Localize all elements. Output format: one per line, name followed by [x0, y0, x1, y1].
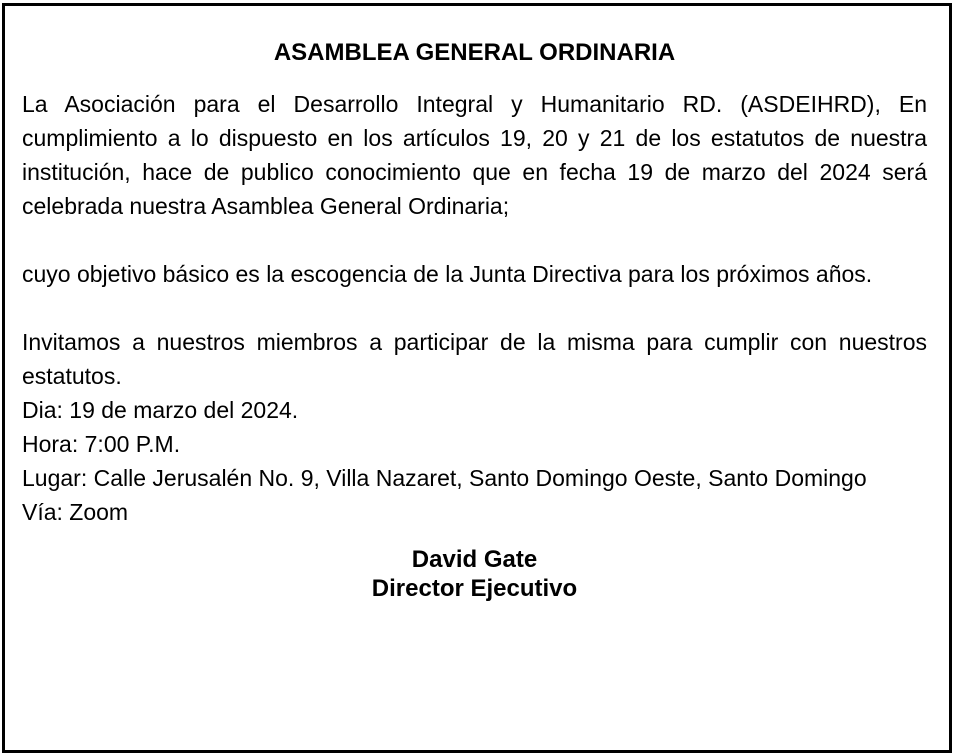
meeting-place: Lugar: Calle Jerusalén No. 9, Villa Nazaret, Santo Domingo Oeste, Santo Domingo [22, 465, 867, 491]
signer-name: David Gate [411, 546, 538, 573]
notice-frame [2, 3, 952, 753]
signer-title: Director Ejecutivo [371, 575, 578, 602]
paragraph-invitation: Invitamos a nuestros miembros a participar de la misma para cumplir con nuestros estatutos. [22, 329, 927, 389]
notice-title: ASAMBLEA GENERAL ORDINARIA [273, 39, 676, 66]
paragraph-objective: cuyo objetivo básico es la escogencia de la Junta Directiva para los próximos años. [22, 261, 873, 287]
notice-content [22, 36, 927, 603]
paragraph-intro: La Asociación para el Desarrollo Integral y Humanitario RD. (ASDEIHRD), En cumplimiento a lo dispuesto en los artículos 19, 20 y 21 de los estatutos de nuestra institución, hace de publico conocimiento que en fecha 19 de marzo del 2024 será celebrada nuestra Asamblea General Ordinaria; [22, 91, 927, 219]
meeting-medium: Vía: Zoom [22, 499, 129, 525]
signature-block [22, 545, 927, 603]
meeting-time: Hora: 7:00 P.M. [22, 431, 181, 457]
meeting-date: Dia: 19 de marzo del 2024. [22, 397, 299, 423]
